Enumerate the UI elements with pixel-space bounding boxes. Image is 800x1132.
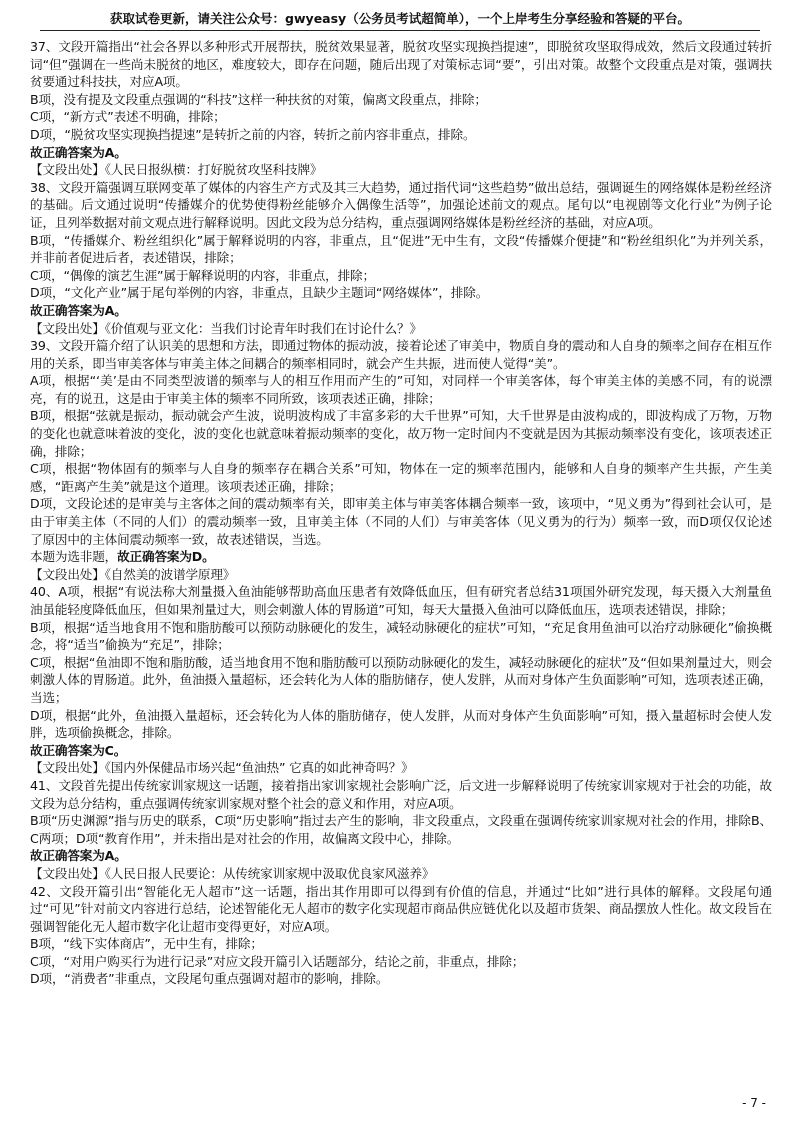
explanation-paragraph: B项“历史渊源”指与历史的联系，C项“历史影响”指过去产生的影响，非文段重点，文段重在强调传统家训家规对社会的作用，排除B、C两项；D项“教育作用”，并未指出是对社会的作用，故偏离文段中心，排除。 — [30, 813, 772, 846]
source-line: 【文段出处】《国内外保健品市场兴起“鱼油热” 它真的如此神奇吗？》 — [30, 760, 414, 776]
explanation-paragraph: 42、文段开篇引出“智能化无人超市”这一话题，指出其作用即可以得到有价值的信息，并通过“比如”进行具体的解释。文段尾句通过“可见”针对前文内容进行总结，论述智能化无人超市的数字化实现超市商品供应链优化以及超市货架、商品摆放人性化。故文段旨在强调智能化无人超市数字化让超市变得更好，对应A项。 — [30, 883, 772, 934]
explanation-paragraph: B项，根据“弦就是振动，振动就会产生波，说明波构成了丰富多彩的大千世界”可知，大千世界是由波构成的，即波构成了万物，万物的变化也就意味着波的变化，波的变化也就意味着振动频率的变化，故万物一定时间内不变就是因为其振动频率没有变化，该项表述正确，排除； — [30, 408, 772, 459]
source-line: 【文段出处】《人民日报纵横：打好脱贫攻坚科技牌》 — [30, 162, 323, 178]
answer-line: 故正确答案为A。 — [30, 144, 127, 160]
answer-line: 故正确答案为C。 — [30, 742, 127, 758]
source-line: 【文段出处】《人民日报人民要论：从传统家训家规中汲取优良家风滋养》 — [30, 865, 435, 881]
answer-line: 故正确答案为A。 — [30, 848, 127, 864]
explanation-paragraph: C项，“新方式”表述不明确，排除； — [30, 109, 226, 125]
explanation-paragraph: C项，根据“鱼油即不饱和脂肪酸，适当地食用不饱和脂肪酸可以预防动脉硬化的发生，减轻动脉硬化的症状”及“但如果剂量过大，则会刺激人体的胃肠道。此外，鱼油摄入量超标，还会转化为人体的脂肪储存，使人发胖，从而对身体产生负面影响”可知，选项表述正确，当选； — [30, 654, 772, 705]
explanation-paragraph: C项，根据“物体固有的频率与人自身的频率存在耦合关系”可知，物体在一定的频率范围内，能够和人自身的频率产生共振，产生美感，“距离产生美”就是这个道理。该项表述正确，排除； — [30, 461, 772, 494]
source-line: 【文段出处】《价值观与亚文化：当我们讨论青年时我们在讨论什么？》 — [30, 320, 422, 336]
answer-line — [30, 548, 772, 566]
explanation-paragraph: C项，“偶像的演艺生涯”属于解释说明的内容，非重点，排除； — [30, 267, 375, 283]
answer-line: 故正确答案为A。 — [30, 302, 127, 318]
explanation-paragraph: B项，根据“适当地食用不饱和脂肪酸可以预防动脉硬化的发生，减轻动脉硬化的症状”可知，“充足食用鱼油可以治疗动脉硬化”偷换概念，将“适当”偷换为“充足”，排除； — [30, 619, 772, 653]
explanation-paragraph: 41、文段首先提出传统家训家规这一话题，接着指出家训家规社会影响广泛，后文进一步解释说明了传统家训家规对于社会的功能，故文段为总分结构，重点强调传统家训家规对整个社会的意义和作用，对应A项。 — [30, 777, 772, 811]
explanation-paragraph: C项，“对用户购买行为进行记录”对应文段开篇引入话题部分，结论之前，非重点，排除； — [30, 953, 525, 969]
explanation-paragraph: D项，文段论述的是审美与主客体之间的震动频率有关，即审美主体与审美客体耦合频率一致，该项中，“见义勇为”得到社会认可，是由于审美主体（不同的人们）的震动频率一致，且审美主体（不同的人们）与审美客体（见义勇为的行为）频率一致，而D项仅仅论述了原因中的主体间震动频率一致，故表述错误，当选。 — [30, 496, 772, 547]
explanation-paragraph: D项，“消费者”非重点，文段尾句重点强调对超市的影响，排除。 — [30, 971, 389, 987]
explanation-paragraph: 39、文段开篇介绍了认识美的思想和方法，即通过物体的振动波，接着论述了审美中，物质自身的震动和人自身的频率之间存在相互作用的关系，即当审美客体与审美主体之间耦合的频率相同时，就会产生共振，进而使人觉得“美”。 — [30, 338, 772, 371]
header-text: 获取试卷更新，请关注公众号：gwyeasy（公务员考试超简单），一个上岸考生分享经验和答疑的平台。 — [110, 11, 690, 26]
explanation-paragraph: D项，根据“此外，鱼油摄入量超标，还会转化为人体的脂肪储存，使人发胖，从而对身体产生负面影响”可知，摄入量超标时会使人发胖，选项偷换概念，排除。 — [30, 707, 772, 741]
answer-lead: 本题为选非题， — [30, 549, 118, 565]
answer-text: 故正确答案为D。 — [117, 549, 215, 565]
explanation-paragraph: 37、文段开篇指出“社会各界以多种形式开展帮扶，脱贫效果显著，脱贫攻坚实现换挡提速”，即脱贫攻坚取得成效，然后文段通过转折词“但”强调在一些尚未脱贫的地区，难度较大，即存在问题，随后出现了对策标志词“要”，引出对策。故整个文段重点是对策，强调扶贫要通过科技扶，对应A项。 — [30, 39, 772, 90]
explanation-paragraph: A项，根据“‘美’是由不同类型波谱的频率与人的相互作用而产生的”可知，对同样一个审美客体，每个审美主体的美感不同，有的说漂亮，有的说丑，这是由于审美主体的频率不同所致，该项表述正确，排除； — [30, 373, 772, 406]
explanation-paragraph: 38、文段开篇强调互联网变革了媒体的内容生产方式及其三大趋势，通过指代词“这些趋势”做出总结，强调诞生的网络媒体是粉丝经济的基础。后文通过说明“传播媒介的优势使得粉丝能够介入偶像生活等”，加强论述前文的观点。尾句以“电视剧等文化行业”为例子论证，且列举数据对前文观点进行解释说明。因此文段为总分结构，重点强调网络媒体是粉丝经济的基础，对应A项。 — [30, 179, 772, 230]
explanation-paragraph: D项，“文化产业”属于尾句举例的内容，非重点，且缺少主题词“网络媒体”，排除。 — [30, 285, 489, 301]
explanation-paragraph: 40、A项，根据“有说法称大剂量摄入鱼油能够帮助高血压患者有效降低血压，但有研究者总结31项国外研究发现，每天摄入大剂量鱼油虽能轻度降低血压，但如果剂量过大，则会刺激人体的胃肠道”可知，每天大量摄入鱼油可以降低血压，选项表述错误，排除； — [30, 584, 772, 617]
page-number: - 7 - — [742, 1096, 766, 1110]
explanation-paragraph: D项，“脱贫攻坚实现换挡提速”是转折之前的内容，转折之前内容非重点，排除。 — [30, 126, 476, 142]
explanation-paragraph: B项，“传播媒介、粉丝组织化”属于解释说明的内容，非重点，且“促进”无中生有，文段“传播媒介便捷”和“粉丝组织化”为并列关系，并非前者促进后者，表述错误，排除； — [30, 232, 772, 266]
source-line: 【文段出处】《自然美的波谱学原理》 — [30, 566, 236, 582]
explanation-paragraph: B项，“线下实体商店”，无中生有，排除； — [30, 936, 263, 952]
document-body — [30, 38, 772, 988]
page-header — [40, 8, 760, 31]
explanation-paragraph: B项，没有提及文段重点强调的“科技”这样一种扶贫的对策，偏离文段重点，排除； — [30, 91, 487, 107]
